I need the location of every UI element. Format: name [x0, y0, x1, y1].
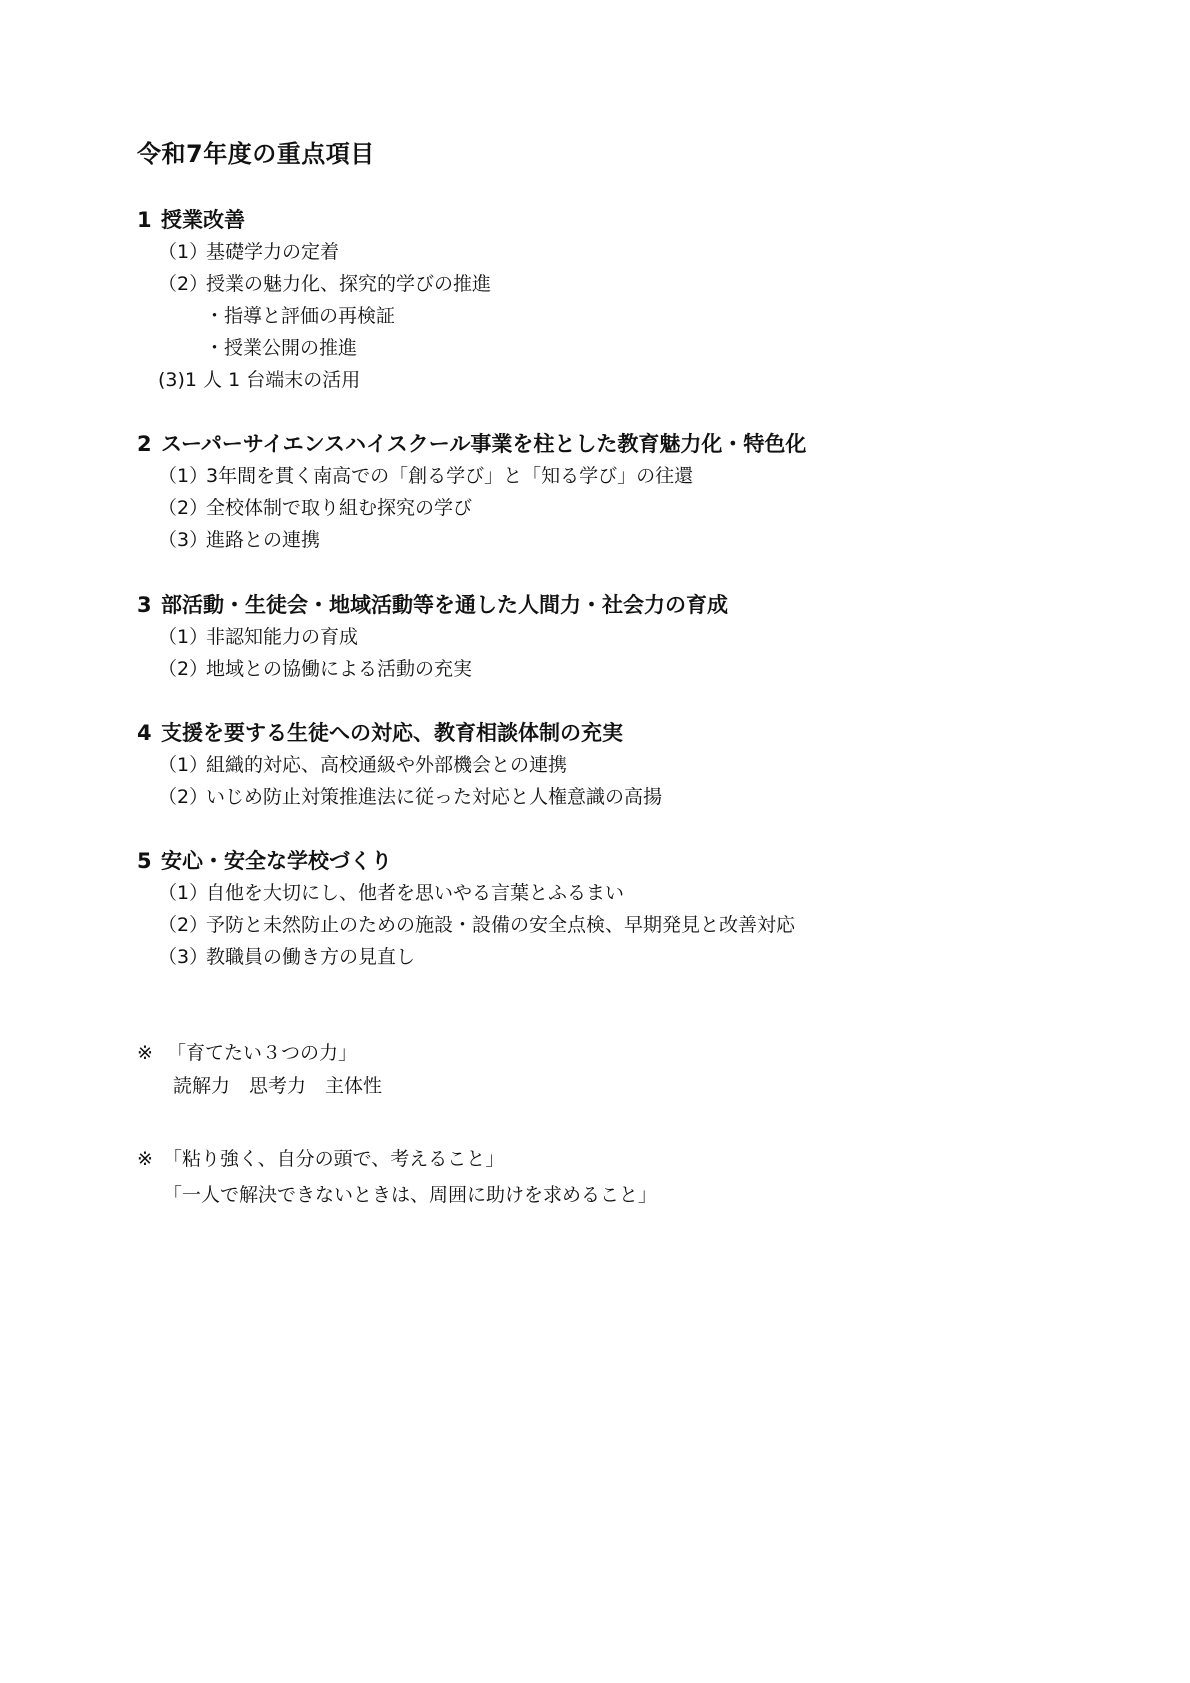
list-item: （2）地域との協働による活動の充実 — [158, 658, 473, 680]
note-2 — [137, 1144, 504, 1171]
section-heading-2 — [137, 428, 806, 458]
list-item: （3）教職員の働き方の見直し — [158, 946, 416, 968]
note-body: 読解力 思考力 主体性 — [173, 1075, 383, 1097]
sub-list-item: ・指導と評価の再検証 — [205, 305, 396, 327]
section-title: 部活動・生徒会・地域活動等を通した人間力・社会力の育成 — [161, 593, 728, 617]
list-item: （1）組織的対応、高校通級や外部機会との連携 — [158, 754, 568, 776]
reference-mark: ※ — [137, 1042, 153, 1064]
list-item: （2）全校体制で取り組む探究の学び — [158, 497, 473, 519]
section-heading-3 — [137, 589, 728, 619]
section-number: 2 — [137, 432, 152, 456]
page-title: 令和7年度の重点項目 — [137, 140, 375, 168]
note-1 — [137, 1038, 357, 1065]
list-item: （2）予防と未然防止のための施設・設備の安全点検、早期発見と改善対応 — [158, 914, 796, 936]
list-item: （1）非認知能力の育成 — [158, 626, 359, 648]
note-heading: 「粘り強く、自分の頭で、考えること」 — [163, 1148, 505, 1170]
reference-mark: ※ — [137, 1148, 153, 1170]
section-number: 1 — [137, 208, 152, 232]
list-item: （2）授業の魅力化、探究的学びの推進 — [158, 273, 492, 295]
section-number: 3 — [137, 593, 152, 617]
section-title: 安心・安全な学校づくり — [161, 849, 392, 873]
section-title: スーパーサイエンスハイスクール事業を柱とした教育魅力化・特色化 — [161, 432, 807, 456]
list-item: （2）いじめ防止対策推進法に従った対応と人権意識の高揚 — [158, 786, 663, 808]
sub-list-item: ・授業公開の推進 — [205, 337, 358, 359]
section-title: 授業改善 — [161, 208, 245, 232]
list-item: (3)1 人 1 台端末の活用 — [158, 369, 361, 391]
list-item: （1）自他を大切にし、他者を思いやる言葉とふるまい — [158, 882, 625, 904]
list-item: （1）基礎学力の定着 — [158, 241, 340, 263]
list-item: （3）進路との連携 — [158, 529, 321, 551]
section-title: 支援を要する生徒への対応、教育相談体制の充実 — [161, 721, 623, 745]
section-heading-4 — [137, 717, 623, 747]
section-heading-5 — [137, 845, 392, 875]
list-item: （1）3年間を貫く南高での「創る学び」と「知る学び」の往還 — [158, 465, 694, 487]
note-heading: 「育てたい３つの力」 — [167, 1042, 358, 1064]
section-number: 4 — [137, 721, 152, 745]
section-number: 5 — [137, 849, 152, 873]
section-heading-1 — [137, 204, 245, 234]
note-body: 「一人で解決できないときは、周囲に助けを求めること」 — [163, 1184, 658, 1206]
